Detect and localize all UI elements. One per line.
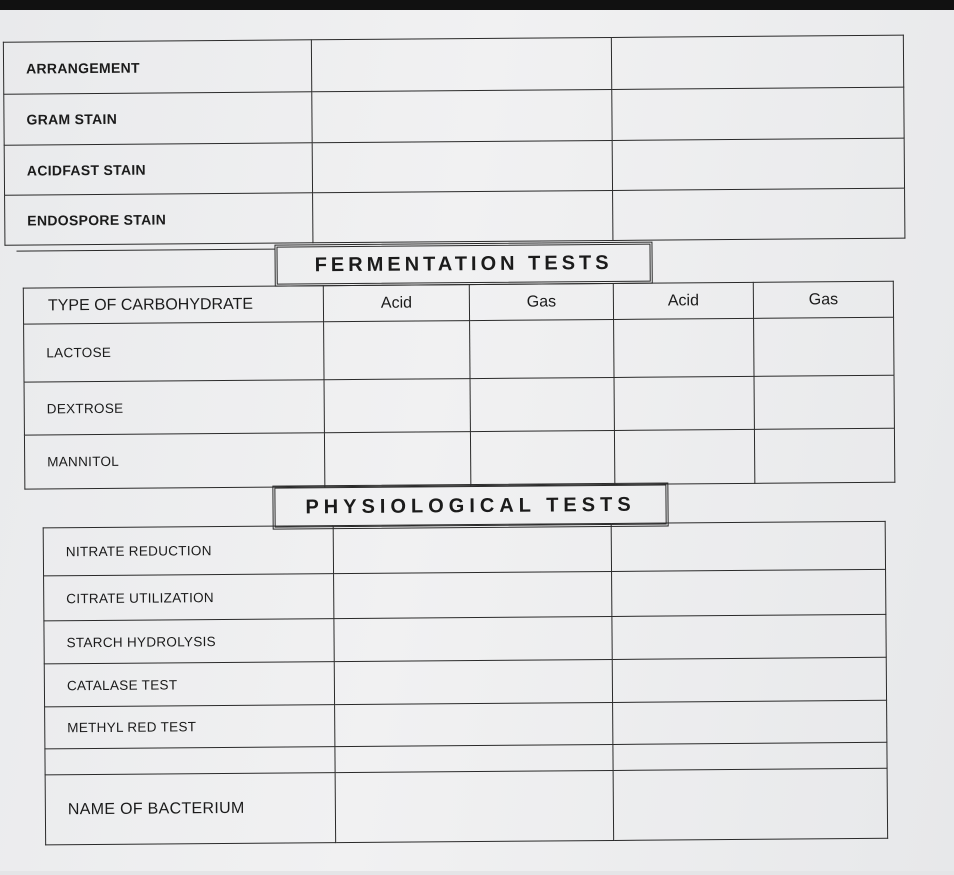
answer-cell[interactable] [614,318,754,377]
answer-cell[interactable] [311,37,611,91]
row-label-citrate-utilization: CITRATE UTILIZATION [44,574,334,621]
column-header-acid-1: Acid [323,285,469,322]
table-row [45,768,888,845]
table-row [3,35,903,94]
answer-cell[interactable] [334,571,612,618]
row-label-acidfast-stain: ACIDFAST STAIN [4,143,312,195]
answer-cell[interactable] [613,742,887,770]
row-label-methyl-red-test: METHYL RED TEST [45,705,335,749]
answer-cell[interactable] [613,188,905,240]
answer-cell[interactable] [470,430,614,485]
answer-cell[interactable] [334,659,612,704]
answer-cell[interactable] [324,321,470,380]
answer-cell[interactable] [614,429,754,484]
row-label-starch-hydrolysis: STARCH HYDROLYSIS [44,619,334,664]
column-header-acid-2: Acid [613,282,753,319]
table-row [24,375,894,435]
answer-cell[interactable] [470,319,614,378]
table-row [5,188,905,245]
physiological-tests-heading: PHYSIOLOGICAL TESTS [272,483,668,530]
table-row [44,614,886,664]
answer-cell[interactable] [614,376,754,430]
physiological-table [43,521,888,846]
row-label-catalase-test: CATALASE TEST [44,662,334,707]
answer-cell[interactable] [613,700,887,744]
table-row [24,428,894,489]
row-label-blank [45,747,335,775]
answer-cell[interactable] [470,377,614,431]
answer-cell[interactable] [335,770,614,842]
answer-cell[interactable] [333,523,611,573]
row-label-endospore-stain: ENDOSPORE STAIN [5,193,313,245]
column-header-gas-1: Gas [469,283,613,320]
answer-cell[interactable] [612,614,886,659]
answer-cell[interactable] [754,375,894,429]
fermentation-table [23,281,896,490]
answer-cell[interactable] [611,521,885,571]
answer-cell[interactable] [612,87,904,140]
fermentation-tests-heading: FERMENTATION TESTS [274,242,652,287]
row-label-mannitol: MANNITOL [24,433,324,489]
answer-cell[interactable] [612,657,886,702]
table-row [43,521,885,576]
row-label-arrangement: ARRANGEMENT [3,40,311,94]
row-label-gram-stain: GRAM STAIN [4,92,312,145]
table-row [45,700,887,749]
divider-line [16,249,274,252]
answer-cell[interactable] [334,616,612,661]
answer-cell[interactable] [611,35,903,89]
answer-cell[interactable] [754,317,894,376]
answer-cell[interactable] [613,768,888,840]
table-row [4,138,904,195]
answer-cell[interactable] [612,138,904,190]
answer-cell[interactable] [312,140,612,192]
answer-cell[interactable] [324,379,470,433]
row-label-nitrate-reduction: NITRATE REDUCTION [43,526,333,576]
table-row [4,87,904,145]
carbohydrate-type-header: TYPE OF CARBOHYDRATE [23,286,323,324]
table-row [44,657,886,707]
name-of-bacterium-label: NAME OF BACTERIUM [45,773,336,845]
row-label-lactose: LACTOSE [24,322,324,382]
morphology-table [3,35,906,246]
answer-cell[interactable] [324,432,470,487]
answer-cell[interactable] [335,702,613,746]
column-header-gas-2: Gas [753,281,893,318]
table-row [44,569,886,621]
answer-cell[interactable] [313,190,613,242]
answer-cell[interactable] [312,89,612,142]
answer-cell[interactable] [754,428,894,483]
table-row [24,317,894,382]
row-label-dextrose: DEXTROSE [24,380,324,435]
answer-cell[interactable] [335,744,613,772]
answer-cell[interactable] [612,569,886,616]
